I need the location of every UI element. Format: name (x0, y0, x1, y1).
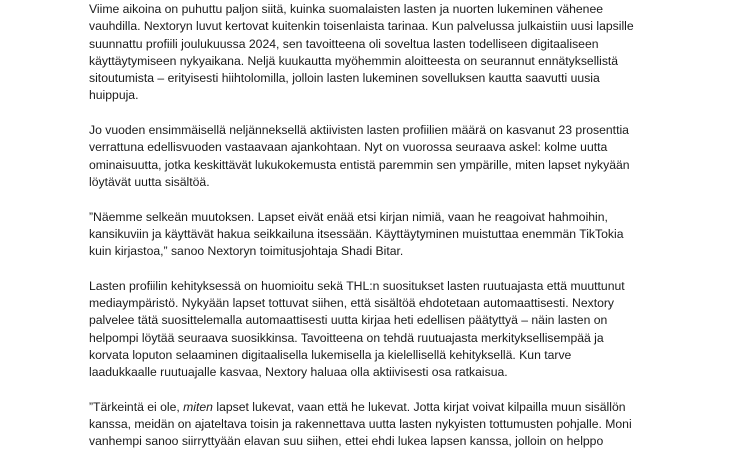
text-line: ominaisuutta, jotka keskittävät lukukokemusta entistä paremmin sen ympärille, miten lapset nykyään (89, 157, 630, 172)
text-line: vauhdilla. Nextoryn luvut kertovat kuitenkin toisenlaista tarinaa. Kun palvelussa julkaistiin uusi lapsille (89, 19, 634, 34)
text-line: kuin kirjastoa,” sanoo Nextoryn toimitusjohtaja Shadi Bitar. (89, 244, 404, 259)
text-line: kansikuviin ja käyttävät hakua seikkailuna itsessään. Käyttäytyminen muistuttaa enemmän TikTokia (89, 226, 624, 241)
text-line: Viime aikoina on puhuttu paljon siitä, kuinka suomalaisten lasten ja nuorten lukeminen vähenee (89, 2, 604, 16)
text-line: löytävät uutta sisältöä. (89, 174, 210, 189)
paragraph-quote (89, 209, 649, 261)
text-line: vanhempi sanoo siirryttyään elavan suu siihen, ettei ehdi lukea lapsen kanssa, jolloin on helppo (89, 434, 604, 449)
text-line (89, 399, 649, 416)
quote-text-start: ”Tärkeintä ei ole, (89, 399, 184, 414)
text-line: laadukkaalle ruutuajalle kasvaa, Nextory haluaa olla aktiivisesti osa ratkaisua. (89, 365, 508, 380)
text-line: mediaympäristö. Nykyään lapset tottuvat siihen, että sisältöä ehdotetaan automaattisesti. Nextory (89, 296, 615, 311)
quote-text-rest: lapset lukevat, vaan että he lukevat. Jotta kirjat voivat kilpailla muun sisällön (212, 399, 626, 414)
text-line: ”Näemme selkeän muutoksen. Lapset eivät enää etsi kirjan nimiä, vaan he reagoivat hahmoihin, (89, 209, 608, 224)
text-line: korvata loputon selaaminen digitaalisella lukemisella ja kielellisellä kehityksellä. Kun tarve (89, 347, 572, 362)
paragraph-intro (89, 1, 649, 105)
text-line: suunnattu profiili joulukuussa 2024, sen tavoitteena oli soveltua lasten todelliseen digitaaliseen (89, 36, 599, 51)
paragraph-closing-quote (89, 399, 649, 451)
paragraph-screen-time (89, 278, 649, 382)
text-line: verrattuna edellisvuoden vastaavaan ajankohtaan. Nyt on vuorossa seuraava askel: kolme uutta (89, 140, 608, 155)
emphasis-text: miten (183, 399, 213, 414)
paragraph-growth (89, 122, 649, 191)
article-body (89, 1, 649, 468)
text-line: Lasten profiilin kehityksessä on huomioitu sekä THL:n suositukset lasten ruutuajasta että muuttunut (89, 278, 625, 293)
text-line: helpompi löytää seuraava suosikkinsa. Tavoitteena on tehdä ruutuajasta merkityksellisempää ja (89, 330, 604, 345)
text-line: palvelee tätä suosittelemalla automaattisesti uutta kirjaa heti edellisen päätyttyä – näin lasten on (89, 313, 608, 328)
text-line: sitoutumista – erityisesti hiihtolomilla, jolloin lasten lukeminen sovelluksen kautta saavutti uusia (89, 71, 600, 86)
text-line: Jo vuoden ensimmäisellä neljänneksellä aktiivisten lasten profiilien määrä on kasvanut 23 prosenttia (89, 123, 629, 138)
text-line: kanssa, meidän on ajateltava toisin ja rakennettava uutta lasten nykyisten tottumusten pohjalle. Moni (89, 417, 632, 432)
text-line: huippuja. (89, 88, 139, 103)
text-line: käyttäytymiseen nykyaikana. Neljä kuukautta myöhemmin aloitteesta on seurannut ennätyksellistä (89, 53, 619, 68)
